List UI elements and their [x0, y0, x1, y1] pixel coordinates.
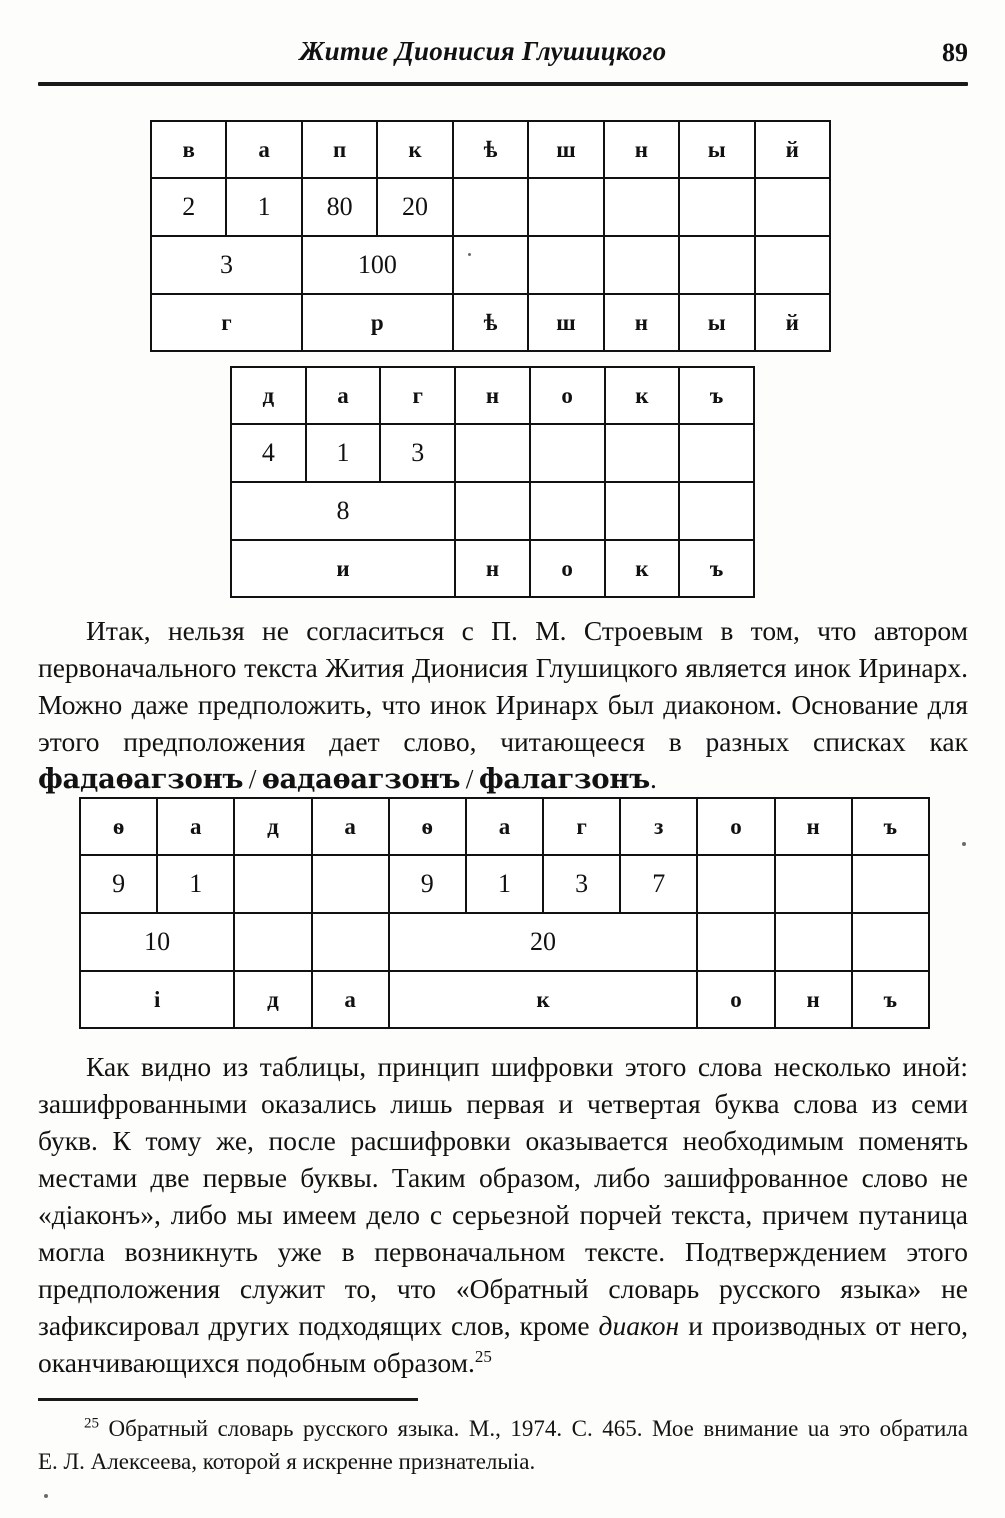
- table-row: [231, 424, 754, 482]
- table-cell: д: [231, 367, 306, 424]
- table-cell: 8: [231, 482, 455, 540]
- table-cell-empty: [605, 424, 680, 482]
- table-cell: а: [312, 971, 389, 1028]
- table-cell: 1: [226, 178, 301, 236]
- table-cell-empty: [312, 913, 389, 971]
- table-cell: 9: [389, 855, 466, 913]
- paragraph-itak: Итак, нельзя не согласиться с П. М. Строевым в том, что автором первоначального текста Жития Дионисия Глушицкого является инок Иринарх. Можно даже предположить, что инок Иринарх был диаконом. Основание для этого предположения дает слово, читающееся в разных списках как фадаѳагзонъ / ѳадаѳагзонъ / фалагзонъ.: [38, 615, 968, 795]
- cipher-table-dagnok: [230, 366, 755, 598]
- table-cell: ъ: [679, 540, 754, 597]
- table-cell: н: [775, 971, 852, 1028]
- table-row: [151, 178, 830, 236]
- table-cell: н: [455, 540, 530, 597]
- table-cell: й: [755, 121, 831, 178]
- scan-speck: [468, 253, 471, 256]
- table-cell-empty: [852, 913, 929, 971]
- table-cell-empty: [604, 178, 679, 236]
- table-cell: и: [231, 540, 455, 597]
- table-cell: а: [157, 798, 234, 855]
- table-cell: 3: [543, 855, 620, 913]
- table-cell: к: [605, 540, 680, 597]
- page-number: 89: [942, 38, 968, 67]
- table-cell: а: [312, 798, 389, 855]
- table-row: [151, 121, 830, 178]
- table-row: [80, 971, 929, 1028]
- italic-word-diakon: диакон: [598, 1310, 680, 1341]
- table-cell-empty: [528, 178, 603, 236]
- paragraph-kak-vidno: Как видно из таблицы, принцип шифровки этого слова несколько иной: зашифрованными оказались лишь первая и четвертая буква слова из семи букв. К тому же, после расшифровки оказывается необходимым поменять местами две первые буквы. Таким образом, либо зашифрованное слово не «діаконъ», либо мы имеем дело с серьезной порчей текста, причем путаница могла возникнуть уже в первоначальном тексте. Подтверждением этого предположения служит то, что «Обратный словарь русского языка» не зафиксировал других подходящих слов, кроме диакон и производных от него, оканчивающихся подобным образом.$^{25}$: [38, 1051, 968, 1378]
- table-row: [231, 540, 754, 597]
- table-cell: ы: [679, 294, 754, 351]
- table-cell-empty: [679, 424, 754, 482]
- table-cell: г: [380, 367, 455, 424]
- table-cell: ы: [679, 121, 754, 178]
- table-cell: ѣ: [453, 294, 528, 351]
- table-cell: к: [605, 367, 680, 424]
- table-cell: д: [234, 798, 311, 855]
- table-cell: 2: [151, 178, 226, 236]
- table-cell: к: [377, 121, 452, 178]
- footnote-marker-25[interactable]: 25: [474, 1346, 492, 1366]
- table-cell-empty: [234, 913, 311, 971]
- table-cell-empty: [755, 236, 831, 294]
- table-cell: г: [151, 294, 302, 351]
- table-cell-empty: [604, 236, 679, 294]
- table-row: [80, 798, 929, 855]
- table-cell: 1: [466, 855, 543, 913]
- table-cell: ѣ: [453, 121, 528, 178]
- slavonic-word-1: фадаѳагзонъ: [38, 763, 244, 795]
- table-cell: н: [604, 294, 679, 351]
- slavonic-word-2: ѳадаѳагзонъ: [261, 763, 461, 795]
- table-cell: г: [543, 798, 620, 855]
- table-cell-empty: [312, 855, 389, 913]
- table-cell: 3: [151, 236, 302, 294]
- table-cell: ъ: [679, 367, 754, 424]
- scan-speck: [44, 1494, 48, 1498]
- table-cell-empty: [605, 482, 680, 540]
- table-cell: ѳ: [389, 798, 466, 855]
- cipher-table-vapkeshnyi: [150, 120, 831, 352]
- table-row: [151, 236, 830, 294]
- table-cell: ѳ: [80, 798, 157, 855]
- footnote-number: 25: [84, 1415, 99, 1432]
- table-cell-empty: [234, 855, 311, 913]
- table-cell-empty: [453, 178, 528, 236]
- running-head: [38, 36, 968, 76]
- table-cell-empty: [530, 424, 605, 482]
- table-cell: 7: [620, 855, 697, 913]
- table-cell: ъ: [852, 798, 929, 855]
- table-cell: н: [775, 798, 852, 855]
- table-cell: 9: [80, 855, 157, 913]
- table-row: [80, 913, 929, 971]
- table-cell: р: [302, 294, 453, 351]
- table-cell: ш: [528, 294, 603, 351]
- table-cell: ъ: [852, 971, 929, 1028]
- table-cell: о: [697, 971, 774, 1028]
- table-cell: ш: [528, 121, 603, 178]
- slavonic-word-3: фалагзонъ: [478, 763, 650, 795]
- table-cell-empty: [453, 236, 528, 294]
- table-cell-empty: [528, 236, 603, 294]
- table-cell: 1: [306, 424, 381, 482]
- footnote-separator-rule: [38, 1398, 418, 1401]
- table-cell-empty: [455, 482, 530, 540]
- table-cell: в: [151, 121, 226, 178]
- table-cell: о: [530, 367, 605, 424]
- header-rule: [38, 82, 968, 86]
- table-cell-empty: [755, 178, 831, 236]
- table-cell-empty: [679, 482, 754, 540]
- table-row: [231, 482, 754, 540]
- table-cell: 20: [377, 178, 452, 236]
- table-cell: а: [306, 367, 381, 424]
- table-cell: 80: [302, 178, 377, 236]
- running-head-title: Житие Дионисия Глушицкого: [299, 36, 667, 66]
- table-cell: 3: [380, 424, 455, 482]
- cipher-table-fadafagzon: [79, 797, 930, 1029]
- table-row: [231, 367, 754, 424]
- table-cell-empty: [679, 236, 754, 294]
- table-cell-empty: [852, 855, 929, 913]
- table-cell: 10: [80, 913, 234, 971]
- table-cell: а: [226, 121, 301, 178]
- table-row: [80, 855, 929, 913]
- table-cell: п: [302, 121, 377, 178]
- table-cell: 100: [302, 236, 453, 294]
- table-cell-empty: [679, 178, 754, 236]
- table-cell: 4: [231, 424, 306, 482]
- table-cell-empty: [530, 482, 605, 540]
- table-cell: 1: [157, 855, 234, 913]
- table-cell: н: [604, 121, 679, 178]
- table-cell-empty: [697, 913, 774, 971]
- table-cell-empty: [455, 424, 530, 482]
- table-cell-empty: [775, 855, 852, 913]
- footnote-25: $^{25}$ Обратный словарь русского языка. М., 1974. С. 465. Мое внимание ua это обратила Е. Л. Алексеева, которой я искренне признателыіа.: [38, 1415, 968, 1474]
- table-cell-empty: [775, 913, 852, 971]
- table-row: [151, 294, 830, 351]
- table-cell: н: [455, 367, 530, 424]
- table-cell-empty: [697, 855, 774, 913]
- table-cell: о: [530, 540, 605, 597]
- table-cell: д: [234, 971, 311, 1028]
- table-cell: з: [620, 798, 697, 855]
- table-cell: 20: [389, 913, 698, 971]
- scan-speck: [962, 842, 966, 846]
- table-cell: о: [697, 798, 774, 855]
- table-cell: й: [755, 294, 831, 351]
- table-cell: к: [389, 971, 698, 1028]
- table-cell: і: [80, 971, 234, 1028]
- table-cell: а: [466, 798, 543, 855]
